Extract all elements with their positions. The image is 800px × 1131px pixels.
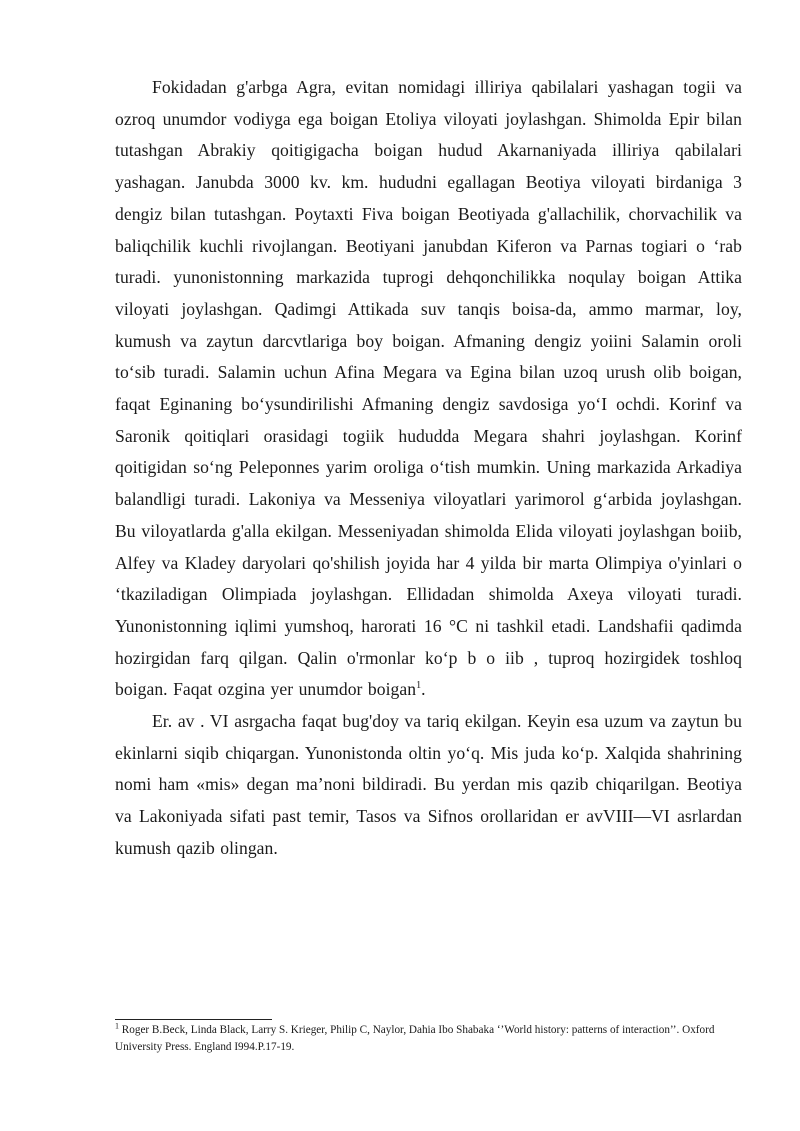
footnote-marker: 1 xyxy=(115,1021,119,1031)
footnote-separator xyxy=(115,1019,272,1020)
paragraph xyxy=(115,706,742,865)
document-body xyxy=(115,72,742,865)
footnote-text: Roger B.Beck, Linda Black, Larry S. Krieger, Philip C, Naylor, Dahia Ibo Shabaka ‘’World history: patterns of interaction’’. Oxford University Press. England I994.P.17-19. xyxy=(115,1024,715,1053)
paragraph-text: Er. av . VI asrgacha faqat bug'doy va tariq ekilgan. Keyin esa uzum va zaytun bu ekinlarni siqib chiqargan. Yunonistonda oltin yo‘q. Mis juda ko‘p. Xalqida shahrining nomi ham «mis» degan ma’noni bildiradi. Bu yerdan mis qazib chiqarilgan. Beotiya va Lakoniyada sifati past temir, Tasos va Sifnos orollaridan er avVIII—VI asrlardan kumush qazib olingan. xyxy=(115,711,742,858)
footnote xyxy=(115,1022,742,1056)
paragraph-tail: . xyxy=(421,679,426,700)
footnote-reference[interactable]: 1 xyxy=(416,680,422,692)
paragraph-text: Fokidadan g'arbga Agra, evitan nomidagi illiriya qabilalari yashagan togii va ozroq unumdor vodiyga ega boigan Etoliya viloyati joylashgan. Shimolda Epir bilan tutashgan Abrakiy qoitigigacha boigan hudud Akarnaniyada illiriya qabilalari yashagan. Janubda 3000 kv. km. hududni egallagan Beotiya viloyati birdaniga 3 dengiz bilan tutashgan. Poytaxti Fiva boigan Beotiyada g'allachilik, chorvachilik va baliqchilik kuchli rivojlangan. Beotiyani janubdan Kiferon va Parnas togiari o ‘rab turadi. yunonistonning markazida tuprogi dehqonchilikka noqulay boigan Attika viloyati joylashgan. Qadimgi Attikada suv tanqis boisa-da, ammo marmar, loy, kumush va zaytun darcvtlariga boy boigan. Afmaning dengiz yoiini Salamin oroli to‘sib turadi. Salamin uchun Afina Megara va Egina bilan uzoq urush olib boigan, faqat Eginaning bo‘ysundirilishi Afmaning dengiz savdosiga yo‘I ochdi. Korinf va Saronik qoitiqlari orasidagi togiik hududda Megara shahri joylashgan. Korinf qoitigidan so‘ng Peleponnes yarim oroliga o‘tish mumkin. Uning markazida Arkadiya balandligi turadi. Lakoniya va Messeniya viloyatlari yarimorol g‘arbida joylashgan. Bu viloyatlarda g'alla ekilgan. Messeniyadan shimolda Elida viloyati joylashgan boiib, Alfey va Kladey daryolari qo'shilish joyida har 4 yilda bir marta Olimpiya o'yinlari o ‘tkaziladigan Olimpiada joylashgan. Ellidadan shimolda Axeya viloyati turadi. Yunonistonning iqlimi yumshoq, harorati 16 °C ni tashkil etadi. Landshafii qadimda hozirgidan farq qilgan. Qalin o'rmonlar ko‘p b o iib , tuproq hozirgidek toshloq boigan. Faqat ozgina yer unumdor boigan xyxy=(115,77,742,700)
paragraph xyxy=(115,72,742,706)
